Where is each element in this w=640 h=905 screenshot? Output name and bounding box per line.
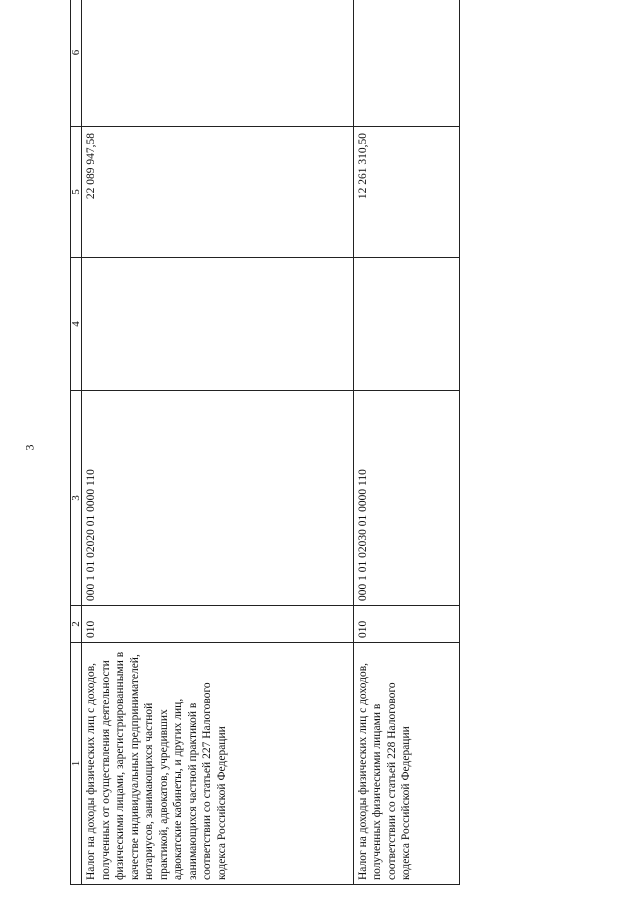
page-number: 3 [22,444,37,451]
table-row [82,0,354,885]
column-header-2: 2 [71,606,82,643]
column-6-cell [82,0,354,127]
code-cell: 010 [353,606,459,643]
rotated-table-wrapper [70,9,460,885]
amount-cell: 12 261 310,50 [353,127,459,258]
column-header-3: 3 [71,391,82,606]
table-row [353,0,459,885]
column-4-cell [82,258,354,391]
column-header-5: 5 [71,127,82,258]
column-header-4: 4 [71,258,82,391]
budget-classification-code-cell: 000 1 01 02020 01 0000 110 [82,391,354,606]
tax-name-cell: Налог на доходы физических лиц с доходов, полученных физическими лицами в соответствии со статьей 228 Налогового кодекса Российской Федерации [353,643,459,885]
column-4-cell [353,258,459,391]
revenue-table [70,0,460,885]
column-header-6: 6 [71,0,82,127]
amount-cell: 22 089 947,58 [82,127,354,258]
code-cell: 010 [82,606,354,643]
column-header-1: 1 [71,643,82,885]
header-row [71,0,82,885]
budget-classification-code-cell: 000 1 01 02030 01 0000 110 [353,391,459,606]
tax-name-cell: Налог на доходы физических лиц с доходов, полученных от осуществления деятельности физическими лицами, зарегистрированными в качестве индивидуальных предпринимателей, нотариусов, занимающихся частной практикой, адвокатов, учредивших адвокатские кабинеты, и других лиц, занимающихся частной практикой в соответствии со статьей 227 Налогового кодекса Российской Федерации [82,643,354,885]
column-6-cell [353,0,459,127]
